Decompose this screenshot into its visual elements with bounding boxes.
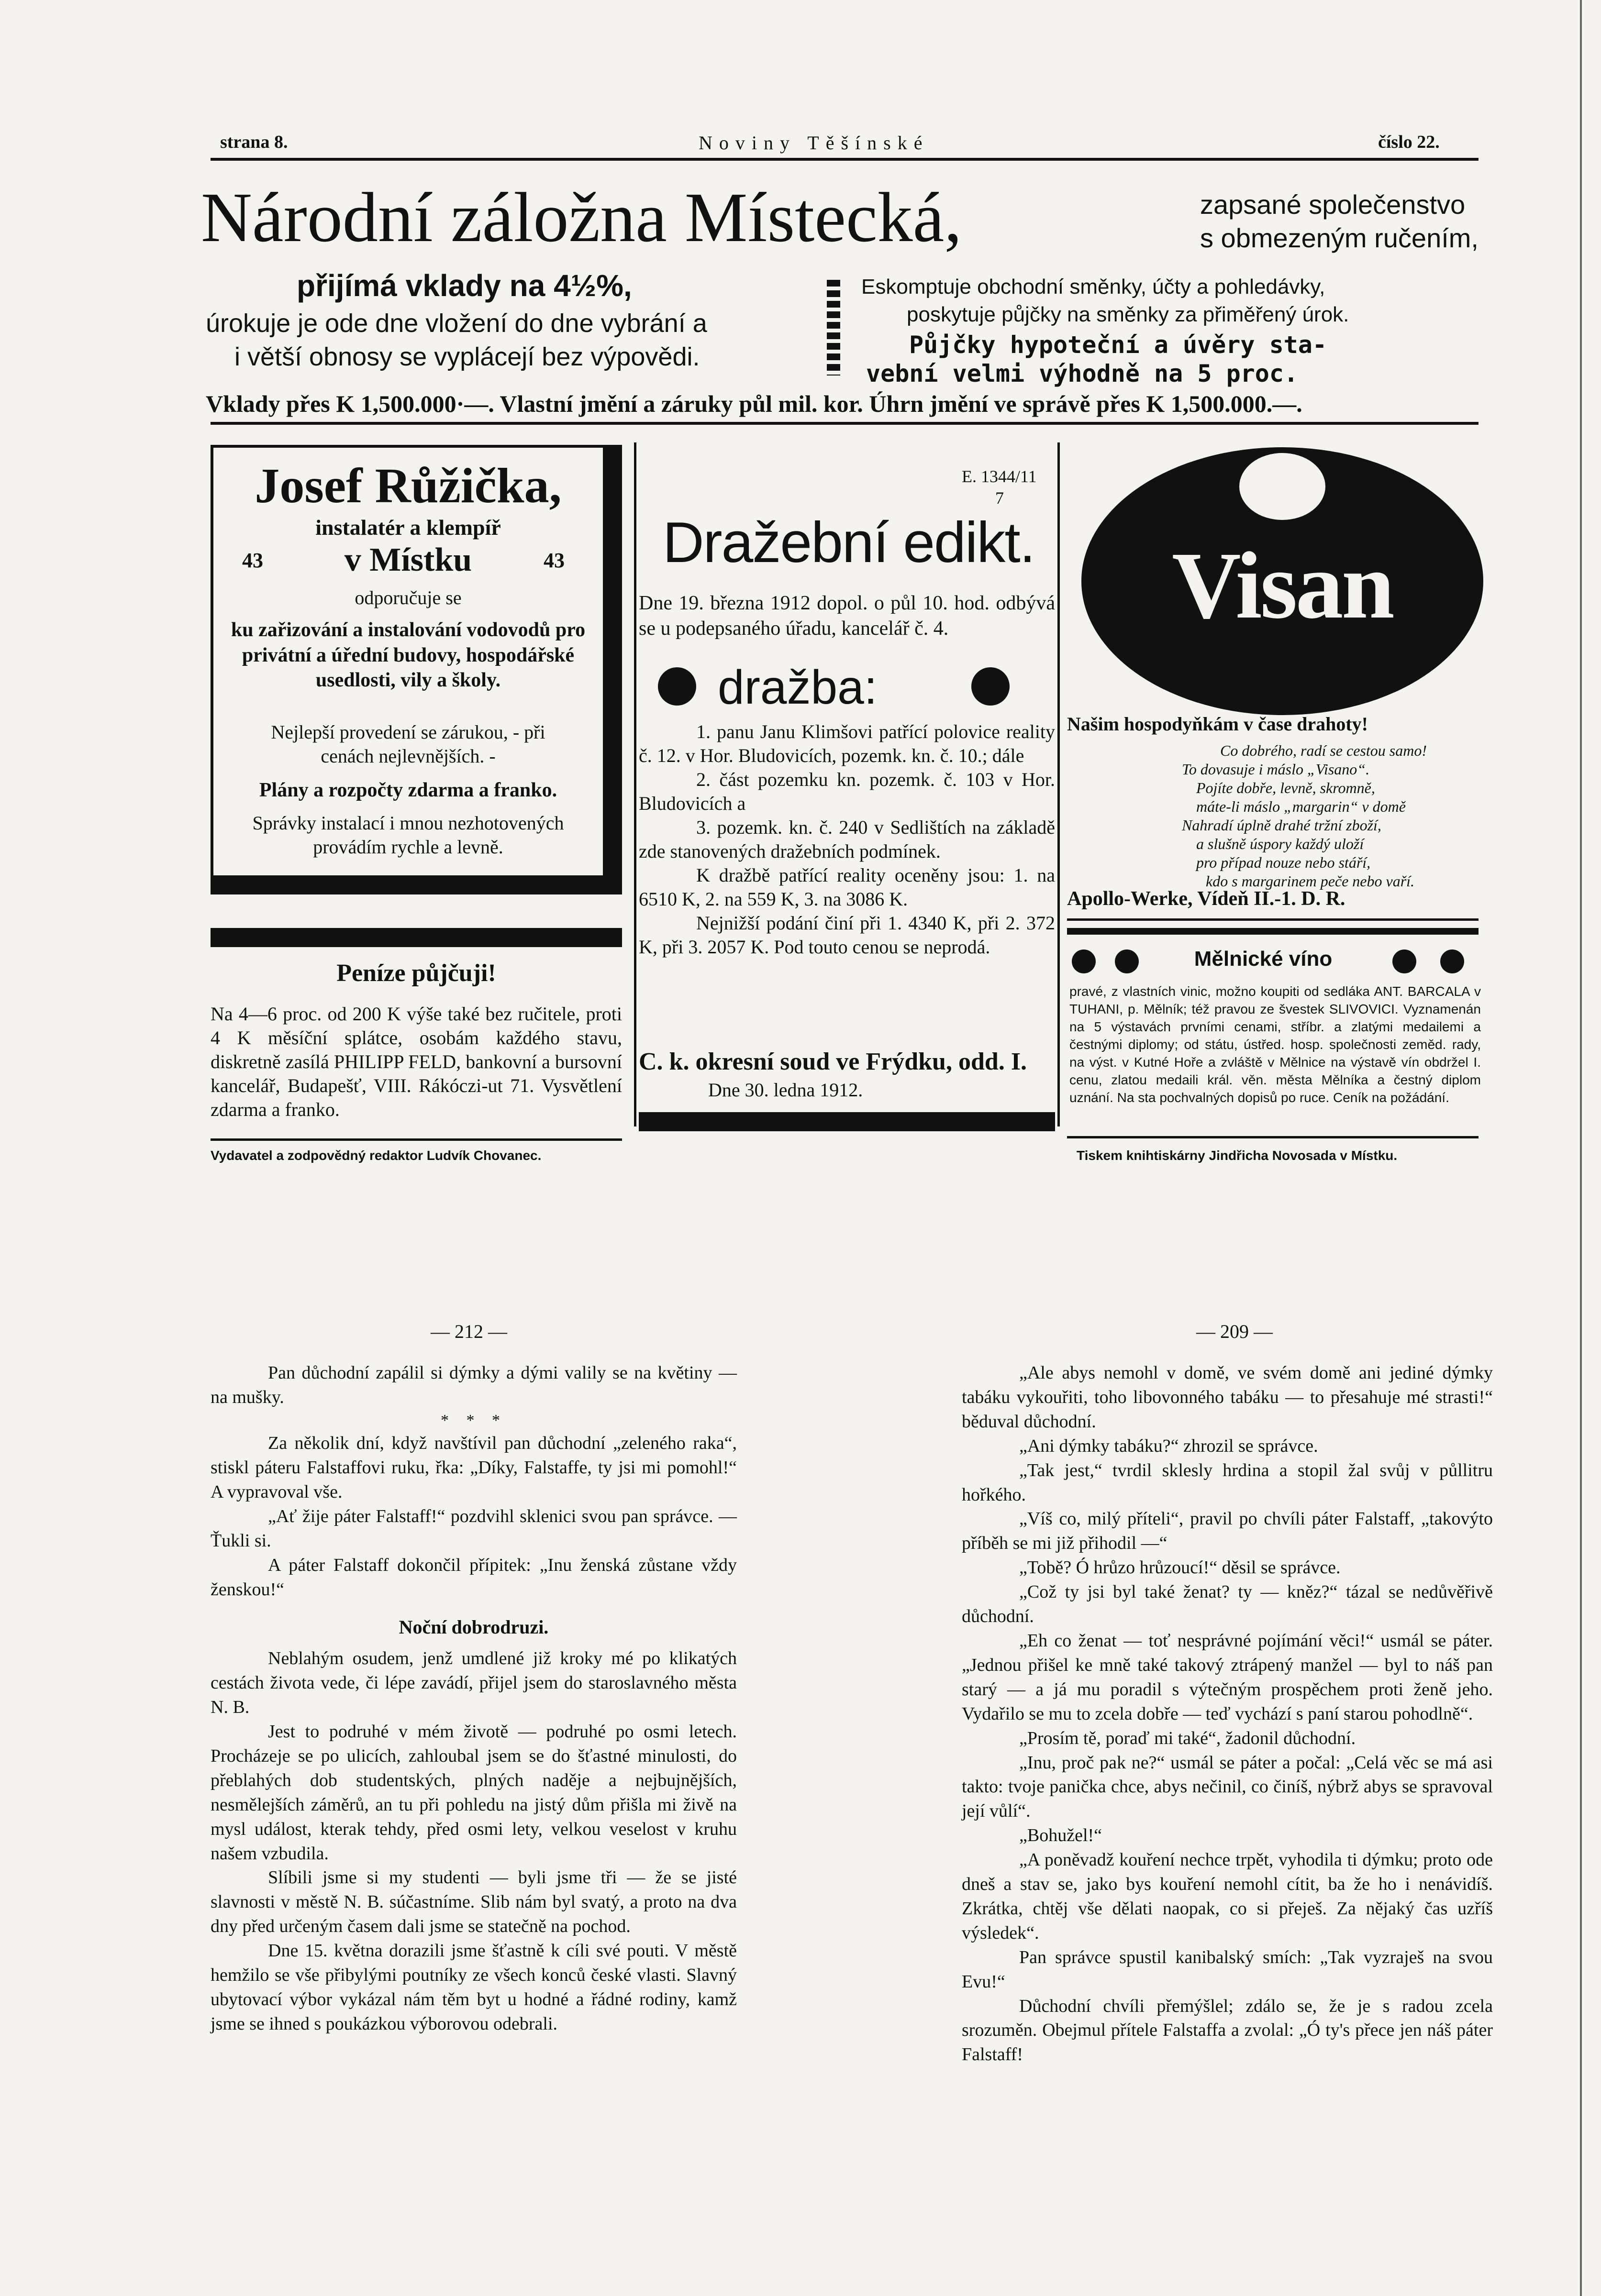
zalozna-left-3: i větší obnosy se vyplácejí bez výpovědi. [234,342,700,371]
ruzicka-text-4: Správky instalací i mnou nezhotovených provádím rychle a levně. [252,812,564,858]
ruzicka-place: v Místku [344,541,472,578]
header-rule [211,158,1479,161]
story-right-p6: „Což ty jsi byl také ženat? ty — kněz?“ tázal se nedůvěřivě důchodní. [962,1582,1493,1627]
edikt-items [639,720,1055,959]
penize-title: Peníze půjčuji! [336,960,496,987]
visan-poem-line: Nahradí úplně drahé tržní zboží, [1182,817,1381,834]
zalozna-right-2: poskytuje půjčky na směnky za přiměřený úrok. [907,303,1349,326]
edikt-bullet-right [971,667,1010,706]
story-right-p9: „Inu, proč pak ne?“ usmál se páter a počal: „Celá věc se má asi takto: tvoje panička chce, abys nečinil, co činíš, nýbrž abys se spravoval její vůlí“. [962,1752,1493,1821]
edikt-left-rule [634,442,636,1126]
story-left-heading: Noční dobrodruzi. [399,1616,549,1638]
story-right-p4: „Víš co, milý příteli“, pravil po chvíli páter Falstaff, „takovýto příběh se mi již přihodil —“ [962,1509,1493,1554]
story-left-stars: * * * [441,1411,507,1429]
zalozna-right-4: vební velmi výhodně na 5 proc. [866,360,1299,387]
edikt-p1: Dne 19. března 1912 dopol. o půl 10. hod. odbývá se u podepsaného úřadu, kancelář č. 4. [639,592,1055,640]
story-right-p3: „Tak jest,“ tvrdil sklesly hrdina a stopil žal svůj v půllitru hořkého. [962,1460,1493,1505]
visan-poem-line: kdo s margarinem peče nebo vaří. [1206,872,1415,890]
visan-rule-2 [1067,928,1479,935]
ruzicka-ad [211,445,622,894]
edikt-p2: K dražbě patřící reality oceněny jsou: 1. na 6510 K, 2. na 559 K, 3. na 3086 K. [639,864,1055,910]
edikt-bullet-left [658,667,696,706]
edikt-item-3: 3. pozemk. kn. č. 240 v Sedlištích na základě zde stanovených dražebních podmínek. [639,817,1055,862]
vino-bullet [1115,949,1139,973]
vino-title: Mělnické víno [1194,947,1333,971]
ornament-divider [827,280,840,375]
story-left-p8: Dne 15. května dorazili jsme šťastně k cíli své pouti. V městě hemžilo se vše přibylými poutníky ze všech konců české vlasti. Slavný ubytovací výbor vykázal nám těm byt u hodné a řádné rodiny, kamž jsme se ihned s poukázkou výborovou odebrali. [211,1941,737,2034]
story-left [211,1361,737,2036]
story-left-p5: Neblahým osudem, jenž umdlené již kroky mé po klikatých cestách života vede, či lépe zavádí, přijel jsem do staroslavného města N. B. [211,1648,737,1718]
visan-headline: Našim hospodyňkám v čase drahoty! [1067,713,1368,735]
imprint-right: Tiskem knihtiskárny Jindřicha Novosada v Místku. [1077,1148,1398,1163]
zalozna-right-1: Eskomptuje obchodní směnky, účty a pohledávky, [861,275,1325,298]
zalozna-left-1: přijímá vklady na 4½%, [297,268,632,303]
visan-poem-line: Co dobrého, radí se cestou samo! [1220,742,1427,759]
imprint-left: Vydavatel a zodpovědný redaktor Ludvík Chovanec. [211,1148,542,1163]
ruzicka-trade: instalatér a klempíř [315,515,501,540]
vino-bottom-rule [1067,1136,1479,1138]
story-right-p5: „Tobě? Ó hrůzo hrůzoucí!“ děsil se správce. [1019,1557,1341,1578]
edikt-date: Dne 30. ledna 1912. [708,1079,863,1101]
visan-logo-oval [1081,447,1483,715]
ruzicka-name: Josef Růžička, [255,458,562,513]
header-center: Noviny Těšínské [699,132,929,154]
story-left-p6: Jest to podruhé v mém životě — podruhé po osmi letech. Procházeje se po ulicích, zahloubal jsem se do šťastné minulosti, do přeblahých dob studentských, plných naděje a nejbujnějších, nesmělejších záměrů, an tu při pohledu na jistý dům přišla mi živě na mysl událost, kterak tehdy, před osmi lety, velkou veselost v kruhu našem vzbudila. [211,1722,737,1864]
edikt-drazba: dražba: [718,661,878,714]
visan-poem-line: a slušně úspory každý uloží [1196,835,1364,853]
ruzicka-text-2: Nejlepší provedení se zárukou, - při cenách nejlevnějších. - [271,721,545,767]
ruzicka-text-1: ku zařizování a instalování vodovodů pro privátní a úřední budovy, hospodářské usedlosti, vily a školy. [231,619,586,691]
story-left-p1: Pan důchodní zapálil si dýmky a dými valily se na květiny — na mušky. [211,1363,737,1407]
story-left-p2: Za několik dní, když navštívil pan důchodní „zeleného raka“, stiskl páteru Falstaffovi ruku, řka: „Díky, Falstaffe, ty jsi mi pomohl!“ A vypravoval vše. [211,1433,737,1502]
header-left: strana 8. [220,132,288,152]
edikt-ref-1: E. 1344/11 [962,467,1037,486]
edikt-right-rule [1057,442,1060,1126]
visan-poem-line: pro případ nouze nebo stáří, [1196,854,1371,872]
story-right-p13: Důchodní chvíli přemýšlel; zdálo se, že je s radou zcela srozuměn. Obejmul přítele Falstaffa a zvolal: „Ó ty's přece jen náš páter Falstaff! [962,1996,1493,2065]
story-left-page-num: — 212 — [431,1321,507,1342]
story-right-p12: Pan správce spustil kanibalský smích: „Tak vyzraješ na svou Evu!“ [962,1947,1493,1992]
ruzicka-num-right: 43 [544,549,565,572]
ruzicka-text-3: Plány a rozpočty zdarma a franko. [259,779,557,801]
penize-text: Na 4—6 proc. od 200 K výše také bez ručitele, proti 4 K měsíční splátce, osobám každého stavu, diskretně zasílá PHILIPP FELD, bankovní a bursovní kancelář, Budapešť, VIII. Rákóczi-ut 71. Vysvětlení zdarma a franko. [211,1003,622,1120]
zalozna-title: Národní záložna Místecká, [201,178,962,257]
zalozna-subtitle-1: zapsané společenstvo [1200,189,1466,220]
story-right-page-num: — 209 — [1196,1321,1273,1342]
story-right-p1: „Ale abys nemohl v domě, ve svém domě ani jediné dýmky tabáku vykouřiti, toho libovonného tabáku — to přesahuje mé strasti!“ běduval důchodní. [962,1363,1493,1432]
edikt-title: Dražební edikt. [663,510,1035,574]
ruzicka-num-left: 43 [242,549,263,572]
penize-bottom-rule [211,1138,622,1141]
story-left-p7: Slíbili jsme si my studenti — byli jsme tři — že se jisté slavnosti v městě N. B. súčastníme. Slib nám byl svatý, a proto na dva dny před určeným časem dali jsme se statečně na pochod. [211,1867,737,1937]
story-right-p11: „A poněvadž kouření nechce trpět, vyhodila ti dýmku; proto ode dneš a stav se, jako bys kouření nemohl cítit, ba že ho i nenávidíš. Zkrátka, chtěj vše dělati naopak, co si přeješ. Za nějaký čas uzříš výsledek“. [962,1850,1493,1943]
edikt-ref-2: 7 [995,488,1004,508]
visan-poem-line: Pojíte dobře, levně, skromně, [1196,779,1375,797]
ruzicka-recommends: odporučuje se [355,587,462,608]
zalozna-left-2: úrokuje je ode dne vložení do dne vybrání a [206,309,707,338]
edikt-p3: Nejnižší podání činí při 1. 4340 K, při 2. 372 K, při 3. 2057 K. Pod touto cenou se neprodá. [639,912,1055,958]
visan-poem-line: To dovasuje i máslo „Visano“. [1182,761,1370,778]
vino-bullet [1392,949,1416,973]
story-left-p4: A páter Falstaff dokončil přípitek: „Inu ženská zůstane vždy ženskou!“ [211,1555,737,1600]
story-right-p10: „Bohužel!“ [1019,1825,1102,1846]
story-right-p7: „Eh co ženat — toť nesprávné pojímání věci!“ usmál se páter. „Jednou přišel ke mně také takový ztrápený manžel — byl to náš pan starý — a já mu poradil s výtečným prospěchem proti ženě jeho. Vydařilo se mu to zcela dobře — teď vychází s paní starou pohodlně“. [962,1630,1493,1724]
visan-rule [1067,918,1479,921]
visan-poem-line: máte-li máslo „margarin“ v domě [1196,798,1406,816]
sun-face-icon [1239,453,1325,520]
story-left-p3: „Ať žije páter Falstaff!“ pozdvihl sklenici svou pan správce. — Ťukli si. [211,1506,737,1551]
vino-bullet [1072,949,1096,973]
story-right [962,1361,1493,2067]
page-edge-line [1580,0,1582,2296]
penize-bar [211,928,622,947]
edikt-item-2: 2. část pozemku kn. pozemk. č. 103 v Hor. Bludovicích a [639,769,1055,814]
story-right-p8: „Prosím tě, poraď mi také“, žadonil důchodní. [1019,1728,1356,1748]
visan-maker: Apollo-Werke, Vídeň II.-1. D. R. [1067,888,1345,910]
zalozna-bottom: Vklady přes K 1,500.000·—. Vlastní jmění a záruky půl mil. kor. Úhrn jmění ve správě přes K 1,500.000.—. [206,390,1302,417]
vino-text: pravé, z vlastních vinic, možno koupiti od sedláka ANT. BARCALA v TUHANI, p. Mělník; též pravou ze švestek SLIVOVICI. Vyznamenán na 5 výstavách prvními cenami, stříbr. a zlatými medailemi a čestnými diplomy; od státu, ústřed. hosp. společnosti zeměd. rady, na výst. v Kutné Hoře a zvláště v Mělnice na výstavě vín obdržel I. cenu, zlatou medaili král. věn. města Mělníka a čestný diplom uznání. Na sta pochvalných dopisů po ruce. Ceník na požádání. [1069,984,1481,1105]
zalozna-right-3: Půjčky hypoteční a úvěry sta- [909,331,1327,359]
zalozna-subtitle-2: s obmezeným ručením, [1200,223,1479,253]
visan-poem [1182,741,1427,891]
edikt-item-1: 1. panu Janu Klimšovi patřící polovice reality č. 12. v Hor. Bludovicích, pozemk. kn. č. 10.; dále [639,721,1055,766]
zalozna-rule [211,422,1479,425]
edikt-bottom-bar [639,1112,1055,1131]
visan-logo-text: Visan [1172,533,1393,639]
header-right: číslo 22. [1378,132,1440,152]
story-right-p2: „Ani dýmky tabáku?“ zhrozil se správce. [1019,1435,1318,1456]
vino-bullet [1440,949,1464,973]
edikt-court: C. k. okresní soud ve Frýdku, odd. I. [639,1048,1027,1075]
